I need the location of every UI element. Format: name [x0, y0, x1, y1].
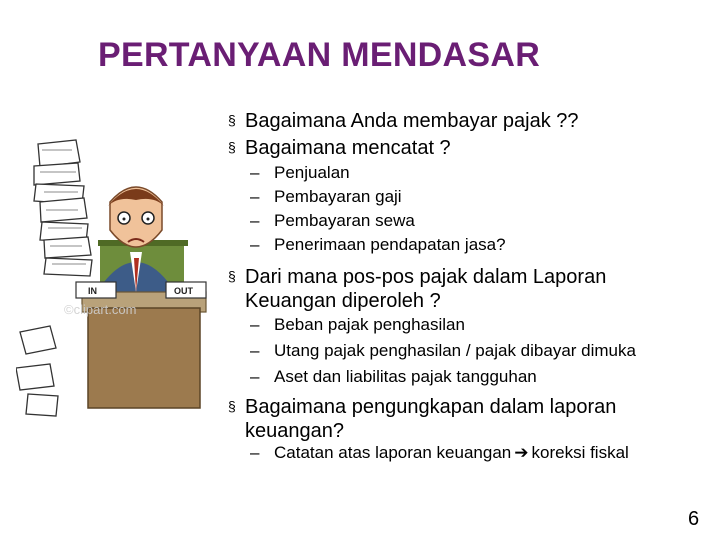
dash-glyph: – — [250, 341, 260, 360]
sub-item — [250, 186, 402, 208]
stressed-office-worker-icon — [16, 132, 212, 422]
bullet-glyph: § — [228, 268, 236, 284]
sub-item-text: Penerimaan pendapatan jasa? — [274, 235, 506, 254]
sub-item — [250, 210, 415, 232]
sub-item-text: Pembayaran gaji — [274, 187, 402, 206]
dash-glyph: – — [250, 443, 260, 462]
sub-item — [250, 234, 506, 256]
sub-item — [250, 442, 629, 464]
bullet-glyph: § — [228, 139, 236, 155]
bullet-glyph: § — [228, 112, 236, 128]
bullet-1-text: Bagaimana Anda membayar pajak ?? — [245, 110, 579, 132]
sub-item — [250, 162, 350, 184]
sub-item — [250, 340, 636, 362]
bullet-1 — [228, 108, 579, 133]
sub-item-text: koreksi fiskal — [531, 443, 629, 462]
sub-item-text: Penjualan — [274, 163, 350, 182]
in-tray-icon — [76, 282, 116, 298]
bullet-3-line1: Dari mana pos-pos pajak dalam Laporan — [245, 266, 607, 288]
sub-item-text: Pembayaran sewa — [274, 211, 415, 230]
dash-glyph: – — [250, 367, 260, 386]
dash-glyph: – — [250, 315, 260, 334]
dash-glyph: – — [250, 187, 260, 206]
bullet-4-line1: Bagaimana pengungkapan dalam laporan — [245, 396, 617, 418]
bullet-4-line2: keuangan? — [245, 420, 344, 442]
slide-title: PERTANYAAN MENDASAR — [98, 36, 541, 74]
sub-item-text: Utang pajak penghasilan / pajak dibayar dimuka — [274, 341, 636, 360]
bullet-glyph: § — [228, 398, 236, 414]
arrow-right-icon: ➔ — [514, 443, 529, 462]
out-tray-label: OUT — [174, 286, 193, 296]
bullet-3-line2: Keuangan diperoleh ? — [245, 290, 441, 312]
paper-stack-icon — [16, 140, 92, 416]
dash-glyph: – — [250, 211, 260, 230]
bullet-2-text: Bagaimana mencatat ? — [245, 137, 451, 159]
dash-glyph: – — [250, 163, 260, 182]
page-number: 6 — [688, 508, 700, 530]
sub-item-text: Catatan atas laporan keuangan — [274, 443, 512, 462]
out-tray-icon — [166, 282, 206, 298]
bullet-3 — [228, 264, 606, 313]
dash-glyph: – — [250, 235, 260, 254]
face — [108, 187, 164, 247]
sub-item — [250, 314, 465, 336]
in-tray-label: IN — [88, 286, 97, 296]
sub-item-text: Beban pajak penghasilan — [274, 315, 465, 334]
bullet-2 — [228, 135, 451, 160]
clipart-watermark: ©clipart.com — [64, 302, 137, 317]
bullet-4 — [228, 394, 616, 443]
sub-item-text: Aset dan liabilitas pajak tangguhan — [274, 367, 537, 386]
sub-item — [250, 366, 537, 388]
